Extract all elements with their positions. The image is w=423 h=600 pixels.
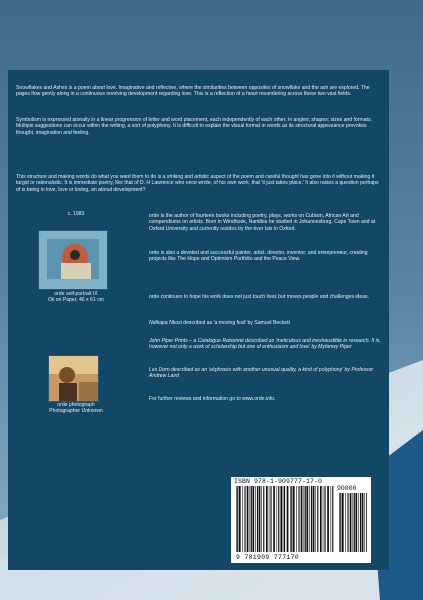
review-3-text: described as an 'ekphrasis with another unusual quality, a kind of polyphony' by Professor Andrew Laird bbox=[149, 367, 374, 380]
bio-paragraph-3: orde continues to hope his work does not just touch lives but moves people and challenges ideas. bbox=[149, 294, 370, 300]
author-photograph bbox=[48, 355, 99, 402]
barcode-bars bbox=[236, 486, 334, 552]
painting-caption-title: orde self-portrait IX bbox=[54, 291, 98, 297]
isbn-barcode bbox=[231, 477, 371, 563]
bio-paragraph-1: orde is the author of fourteen books including poetry, plays, works on Cubism, African Art and compendiums on artists. Born in Windhoek, Namibia he studied in Johannesburg, Cape Town and at Oxford University and currently resides by the river Isis in Oxford. bbox=[149, 213, 376, 232]
website-footer: For further reviews and information go to www.orde.info. bbox=[149, 396, 276, 402]
photo-caption bbox=[16, 402, 136, 415]
intro-paragraph-1: Snowflakes and Ashes is a poem about love. Imaginative and reflective, where the similarities between opposites of snowflake and the ash are explored. The pages flow gently along in a continuous revolving development regarding love. This is a reflection of a heart meandering across these two vast fields. bbox=[16, 85, 370, 98]
painting-caption bbox=[16, 291, 136, 304]
photo-caption-credit: Photographer Unknown bbox=[49, 408, 103, 415]
self-portrait-painting bbox=[38, 230, 108, 290]
isbn-label: ISBN 978-1-909777-17-0 bbox=[234, 478, 323, 485]
bio-paragraph-2: orde is also a devoted and successful painter, artist, director, inventor; and entrepreneur, creating projects like The Hope and Optimism Portfolio and the Peace View. bbox=[149, 250, 368, 263]
review-2 bbox=[149, 338, 381, 351]
review-3 bbox=[149, 367, 381, 380]
review-2-text: described as 'meticulous and inexhaustible in research. It is, however not only a work of scholarship but one of enthusiasm and love' by Myfanwy Piper bbox=[149, 338, 381, 351]
intro-paragraph-2: Symbolism is expressed atonally in a linear progression of letter and word placement, each independently of each other; in angles; shapes; sizes and formats. Multiple suggestions can occur within the writing, a sort of polyphony. It is difficult to explain the visual format in words as its structural appearance provokes thought, imagination and feeling. bbox=[16, 117, 372, 136]
barcode-digits: 9 781909 777170 bbox=[236, 554, 300, 561]
painting-caption-medium: Oil on Paper, 46 x 61 cm bbox=[48, 297, 104, 304]
barcode-addon-bars bbox=[339, 493, 367, 552]
addon-digits: 90000 bbox=[337, 485, 357, 492]
review-3-title: Les Dorn bbox=[149, 367, 170, 373]
review-2-title: John Piper Prints – a Catalogue Raisonné bbox=[149, 338, 244, 344]
intro-paragraph-3: This structure and making words do what you want them to do is a striking and artistic aspect of the poem and careful thought has gone into it without making it turgid or rationalistic. It is immediate poetry, like that of D. H Lawrence who once wrote, of his own work, that 'it just takes place.' It also raises a question perhaps of is being in love, love or loving, an atonal development? bbox=[16, 174, 379, 193]
review-1 bbox=[149, 320, 381, 326]
review-1-text: described as 'a moving feat' by Samuel Beckett bbox=[181, 320, 290, 326]
photo-caption-title: orde photograph bbox=[57, 402, 95, 408]
review-1-title: Ndikapa Nkosi bbox=[149, 320, 182, 326]
painting-year: c. 1983 bbox=[67, 211, 85, 217]
